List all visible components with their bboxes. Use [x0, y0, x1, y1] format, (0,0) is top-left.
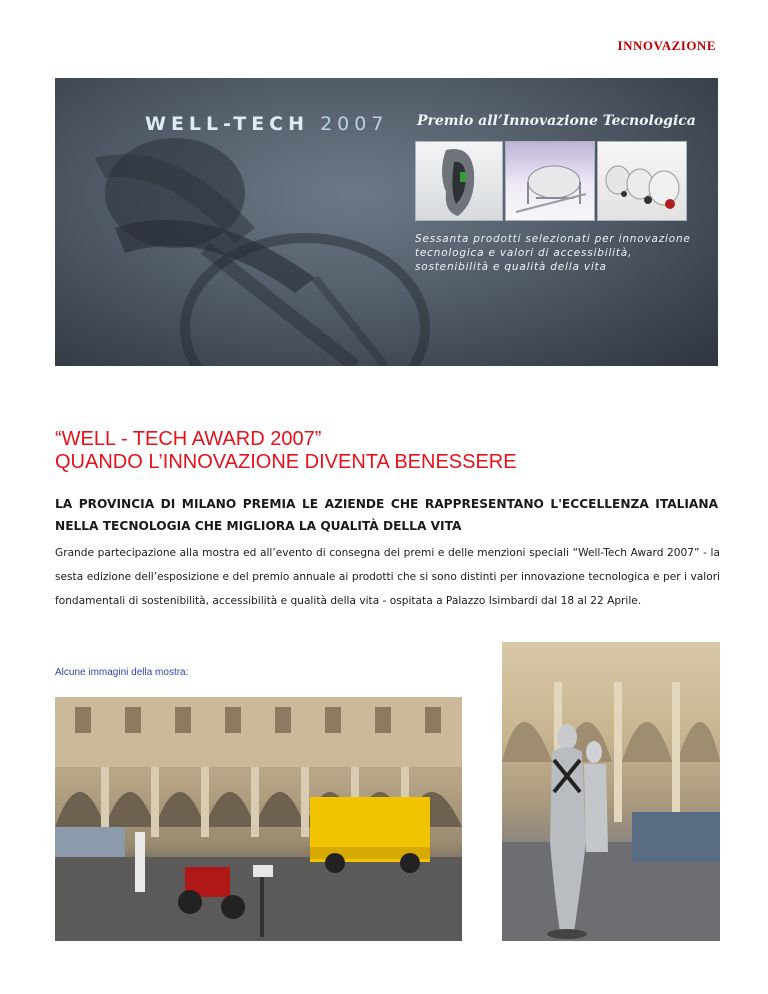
banner-year: 2007 — [320, 113, 389, 135]
section-label: INNOVAZIONE — [617, 38, 716, 53]
product-thumbnail-pod — [505, 141, 595, 221]
exhibition-courtyard-photo — [55, 697, 462, 941]
event-banner — [55, 78, 718, 366]
article-body: Grande partecipazione alla mostra ed all’evento di consegna dei premi e delle menzioni speciali “Well-Tech Award 2007” - la sesta edizione dell’esposizione e del premio annuale ai prodotti che si sono distinti per innovazione tecnologica e per i valori fondamentali di sostenibilità, accessibilità e qualità della vita - ospitata a Palazzo Isimbardi dal 18 al 22 Aprile. — [55, 547, 720, 607]
headline-line-2: QUANDO L’INNOVAZIONE DIVENTA BENESSERE — [55, 451, 517, 473]
banner-subtitle: Premio all’Innovazione Tecnologica — [417, 113, 696, 129]
article-subheadline: LA PROVINCIA DI MILANO PREMIA LE AZIENDE CHE RAPPRESENTANO L'ECCELLENZA ITALIANA NELLA TECNOLOGIA CHE MIGLIORA LA QUALITÀ DELLA VITA — [55, 497, 718, 533]
banner-brand-name: WELL-TECH — [145, 113, 310, 135]
exhibition-mannequins-photo — [502, 642, 720, 941]
product-thumbnail-vehicles — [597, 141, 687, 221]
headline-line-1: “WELL - TECH AWARD 2007” — [55, 428, 322, 450]
banner-description: Sessanta prodotti selezionati per innovazione tecnologica e valori di accessibilità, sostenibilità e qualità della vita — [415, 233, 691, 273]
banner-brand — [145, 113, 388, 135]
article-headline — [55, 428, 517, 474]
photo-caption: Alcune immagini della mostra: — [55, 667, 189, 678]
product-thumbnail-wearable — [415, 141, 503, 221]
